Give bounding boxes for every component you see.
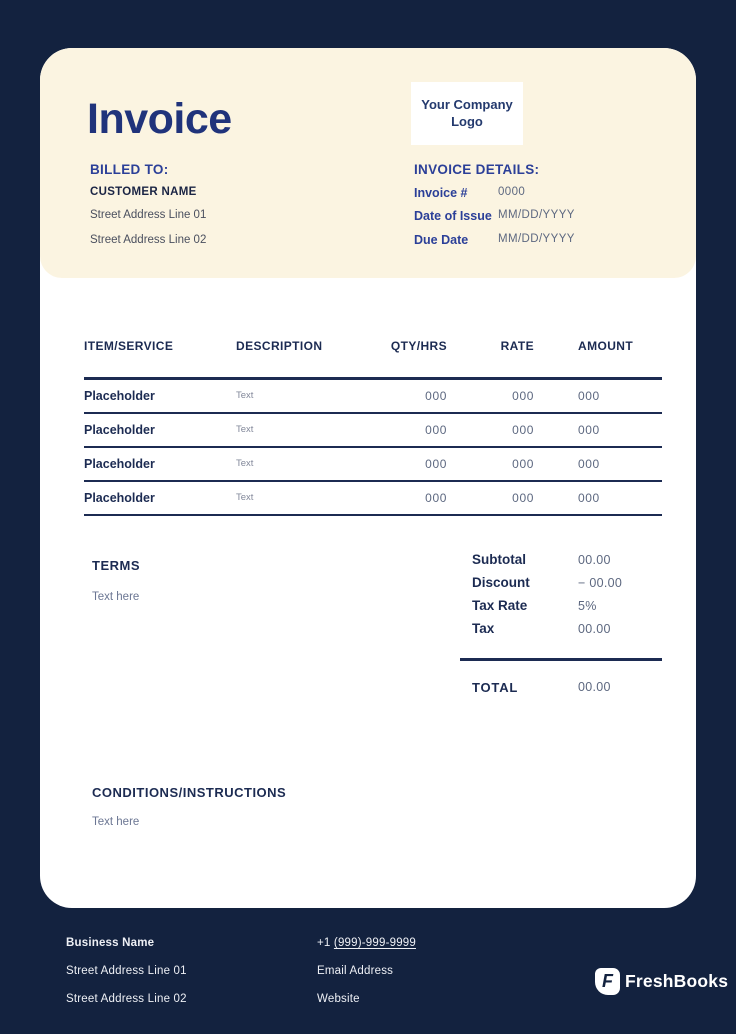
col-header-item-service: ITEM/SERVICE — [84, 339, 174, 353]
col-header-rate: RATE — [500, 339, 534, 353]
total-label: TOTAL — [472, 679, 519, 695]
phone-link[interactable] — [317, 937, 416, 949]
due-date-label: Due Date — [414, 233, 469, 247]
invoice-header — [40, 48, 696, 278]
amount-cell: 000 — [578, 490, 600, 505]
discount-value: − 00.00 — [578, 575, 623, 590]
company-logo-line2: Logo — [451, 113, 483, 129]
item-service-cell: Placeholder — [84, 422, 155, 437]
table-row — [84, 379, 662, 413]
invoice-number-value: 0000 — [498, 186, 526, 198]
subtotal-row — [460, 548, 662, 571]
company-logo-placeholder — [411, 82, 523, 145]
amount-cell: 000 — [578, 388, 600, 403]
table-header-row — [84, 331, 662, 379]
col-header-description: DESCRIPTION — [236, 339, 323, 353]
totals-summary — [460, 548, 662, 697]
customer-name: CUSTOMER NAME — [90, 186, 197, 198]
total-value: 00.00 — [578, 680, 611, 694]
footer-phone — [317, 937, 416, 949]
footer-website: Website — [317, 993, 360, 1005]
description-cell: Text — [236, 424, 254, 435]
rate-cell: 000 — [512, 456, 534, 471]
phone-prefix: +1 — [317, 937, 331, 949]
table-row — [84, 413, 662, 447]
total-row — [460, 677, 662, 697]
discount-row — [460, 571, 662, 594]
tax-rate-label: Tax Rate — [472, 598, 528, 613]
billed-to-heading: BILLED TO: — [90, 162, 169, 177]
page-title: Invoice — [87, 95, 232, 143]
freshbooks-logo — [595, 968, 728, 995]
amount-cell: 000 — [578, 456, 600, 471]
billed-address-line2: Street Address Line 02 — [90, 234, 207, 246]
qty-hrs-cell: 000 — [425, 456, 447, 471]
qty-hrs-cell: 000 — [425, 422, 447, 437]
terms-heading: TERMS — [92, 558, 140, 573]
description-cell: Text — [236, 390, 254, 402]
freshbooks-wordmark: FreshBooks — [625, 971, 729, 991]
description-cell: Text — [236, 492, 254, 503]
table-row — [84, 447, 662, 481]
item-service-cell: Placeholder — [84, 388, 155, 403]
phone-number: (999)-999-9999 — [333, 937, 416, 949]
date-of-issue-label: Date of Issue — [414, 209, 492, 223]
col-header-qty-hrs: QTY/HRS — [390, 339, 447, 353]
discount-label: Discount — [472, 575, 530, 590]
rate-cell: 000 — [512, 422, 534, 437]
rate-cell: 000 — [512, 388, 534, 403]
subtotal-value: 00.00 — [578, 552, 611, 567]
footer-address-line1: Street Address Line 01 — [66, 965, 187, 977]
description-cell: Text — [236, 458, 254, 469]
tax-rate-row — [460, 594, 662, 617]
footer-address-line2: Street Address Line 02 — [66, 993, 187, 1005]
footer-business-name: Business Name — [66, 937, 155, 949]
amount-cell: 000 — [578, 422, 600, 437]
conditions-heading: CONDITIONS/INSTRUCTIONS — [92, 785, 287, 800]
conditions-body: Text here — [92, 816, 140, 828]
footer-email: Email Address — [317, 965, 394, 977]
billed-address-line1: Street Address Line 01 — [90, 209, 207, 221]
company-logo-line1: Your Company — [421, 96, 513, 112]
qty-hrs-cell: 000 — [425, 490, 447, 505]
total-divider — [460, 658, 662, 661]
date-of-issue-value: MM/DD/YYYY — [498, 209, 575, 221]
qty-hrs-cell: 000 — [425, 388, 447, 403]
line-items-table — [84, 331, 662, 516]
tax-rate-value: 5% — [578, 598, 597, 613]
invoice-sheet — [40, 48, 696, 908]
freshbooks-icon: F — [595, 968, 620, 995]
invoice-number-label: Invoice # — [414, 186, 468, 200]
due-date-value: MM/DD/YYYY — [498, 233, 575, 245]
item-service-cell: Placeholder — [84, 456, 155, 471]
table-row — [84, 481, 662, 515]
subtotal-label: Subtotal — [472, 552, 526, 567]
tax-row — [460, 617, 662, 640]
invoice-details-heading: INVOICE DETAILS: — [414, 162, 540, 177]
col-header-amount: AMOUNT — [578, 339, 634, 353]
tax-value: 00.00 — [578, 621, 611, 636]
terms-body: Text here — [92, 591, 140, 603]
item-service-cell: Placeholder — [84, 490, 155, 505]
rate-cell: 000 — [512, 490, 534, 505]
tax-label: Tax — [472, 621, 495, 636]
